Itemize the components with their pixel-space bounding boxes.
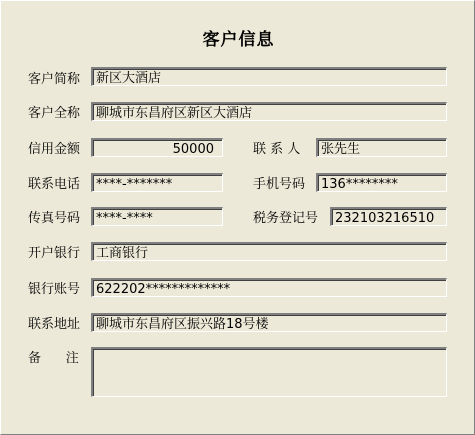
page-title: 客户信息	[202, 30, 275, 50]
address-field[interactable]: 聊城市东昌府区振兴路18号楼	[91, 313, 447, 332]
address-label: 联系地址	[28, 317, 81, 332]
full-name-label: 客户全称	[28, 106, 81, 121]
remark-label: 备 注	[28, 351, 79, 366]
credit-amount-label: 信用金额	[28, 142, 81, 157]
phone-field[interactable]: ****-*******	[91, 173, 223, 192]
fax-label: 传真号码	[28, 211, 81, 226]
short-name-label: 客户简称	[28, 72, 81, 87]
fax-field[interactable]: ****-****	[91, 207, 223, 226]
mobile-label: 手机号码	[253, 177, 306, 192]
mobile-field[interactable]: 136********	[316, 173, 447, 192]
tax-reg-field[interactable]: 232103216510	[330, 207, 447, 226]
bank-label: 开户银行	[28, 246, 81, 261]
contact-label: 联 系 人	[253, 142, 301, 157]
short-name-field[interactable]: 新区大酒店	[91, 67, 447, 86]
credit-amount-field[interactable]: 50000	[91, 138, 223, 157]
account-field[interactable]: 622202*************	[91, 278, 447, 297]
bank-field[interactable]: 工商银行	[91, 242, 447, 261]
full-name-field[interactable]: 聊城市东昌府区新区大酒店	[91, 102, 447, 121]
phone-label: 联系电话	[28, 177, 81, 192]
contact-field[interactable]: 张先生	[316, 138, 447, 157]
remark-field[interactable]	[91, 347, 447, 397]
account-label: 银行账号	[28, 282, 81, 297]
tax-reg-label: 税务登记号	[253, 211, 319, 226]
